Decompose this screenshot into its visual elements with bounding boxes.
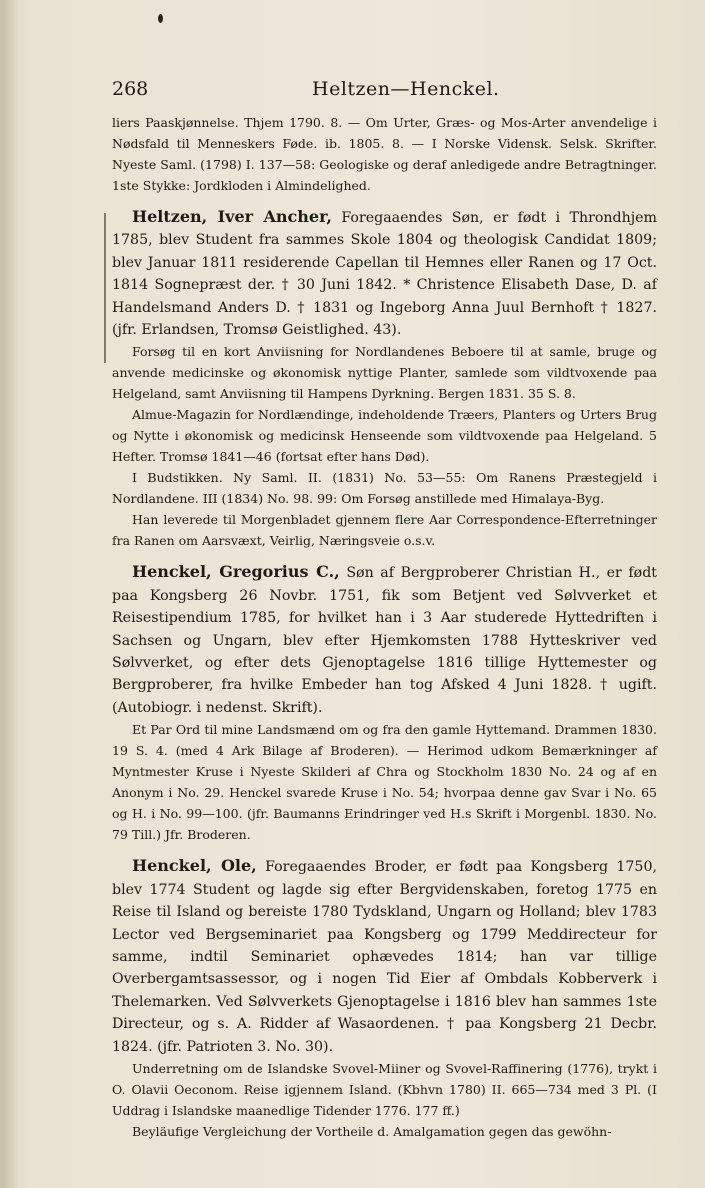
work-item: Han leverede til Morgenbladet gjennem flere Aar Correspondence-Efterretninger fra Ranen om Aarsvæxt, Veirlig, Næringsveie o.s.v. (112, 512, 657, 549)
entry-bio-text: Foregaaendes Søn, er født i Throndhjem 1785, blev Student fra sammes Skole 1804 og theologisk Candidat 1809; blev Januar 1811 residerende Capellan til Hemnes eller Ranen og 17 Oct. 1814 Sognepræst der. † 30 Juni 1842. * Christence Elisabeth Dase, D. af Handelsmand Anders D. † 1831 og Ingeborg Anna Juul Bernhoft † 1827. (jfr. Erlandsen, Tromsø Geistlighed. 43). (112, 210, 658, 339)
work-item: Forsøg til en kort Anviisning for Nordlandenes Beboere til at samle, bruge og anvende medicinske og økonomisk nyttige Planter, samlede som vildtvoxende paa Helgeland, samt Anviisning til Hampens Dyrkning. Bergen 1831. 35 S. 8. (112, 344, 657, 402)
continuation-text: liers Paaskjønnelse. Thjem 1790. 8. — Om Urter, Græs- og Mos-Arter anvendelige i Nødsfald til Menneskers Føde. ib. 1805. 8. — I Norske Vidensk. Selsk. Skrifter. Nyeste Saml. (1798) I. 137—58: Geologiske og deraf anledigede andre Betragtninger. 1ste Stykke: Jordkloden i Almindelighed. (112, 115, 657, 193)
work-item: Beyläufige Vergleichung der Vortheile d. Amalgamation gegen das gewöhn- (132, 1123, 612, 1139)
entry-headword: Heltzen, Iver Ancher, (132, 207, 332, 226)
work-item: Almue-Magazin for Nordlændinge, indeholdende Træers, Planters og Urters Brug og Nytte i økonomisk og medicinsk Henseende som vildtvoxende paa Helgeland. 5 Hefter. Tromsø 1841—46 (fortsat efter hans Død). (112, 407, 657, 465)
entry-heltzen-bio (112, 206, 657, 341)
entry-henckel-gregorius-bio (112, 561, 657, 719)
ink-dot (158, 14, 163, 23)
entry-bio-text: Foregaaendes Broder, er født paa Kongsberg 1750, blev 1774 Student og lagde sig efter Bergvidenskaben, foretog 1775 en Reise til Island og bereiste 1780 Tydskland, Ungarn og Holland; blev 1783 Lector ved Bergseminariet paa Kongsberg og 1799 Meddirecteur for samme, indtil Seminariet ophævedes 1814; han var tillige Overbergamtsassessor, og i nogen Tid Eier af Ombdals Kobberverk i Thelemarken. Ved Sølvverkets Gjenoptagelse i 1816 blev han sammes 1ste Directeur, og s. A. Ridder af Wasaordenen. † paa Kongsberg 21 Decbr. 1824. (jfr. Patrioten 3. No. 30). (112, 859, 657, 1055)
entry-henckel-ole-bio (112, 855, 657, 1058)
page-header (112, 74, 657, 108)
work-item: I Budstikken. Ny Saml. II. (1831) No. 53—55: Om Ranens Præstegjeld i Nordlandene. III (1834) No. 98. 99: Om Forsøg anstillede med Himalaya-Byg. (112, 470, 657, 507)
page-number: 268 (112, 78, 149, 100)
entry-headword: Henckel, Ole, (132, 856, 257, 876)
running-title: Heltzen—Henckel. (312, 78, 500, 100)
work-item: Underretning om de Islandske Svovel-Miiner og Svovel-Raffinering (1776), trykt i O. Olavii Oeconom. Reise igjennem Island. (Kbhvn 1780) II. 665—734 med 3 Pl. (I Uddrag i Islandske maanedlige Tidender 1776. 177 ff.) (112, 1060, 657, 1118)
entry-headword: Henckel, Gregorius C., (132, 562, 340, 582)
margin-mark (104, 213, 106, 363)
entry-bio-text: Søn af Bergproberer Christian H., er født paa Kongsberg 26 Novbr. 1751, fik som Betjent ved Sølvverket et Reisestipendium 1785, for hvilket han i 3 Aar studerede Hyttedriften i Sachsen og Ungarn, blev efter Hjemkomsten 1788 Hytteskriver ved Sølvverket, og efter dets Gjenoptagelse 1816 tillige Hyttemester og Bergproberer, fra hvilke Embeder han tog Afsked 4 Juni 1828. † ugift. (Autobiogr. i nedenst. Skrift). (112, 565, 657, 716)
work-item: Et Par Ord til mine Landsmænd om og fra den gamle Hyttemand. Drammen 1830. 19 S. 4. (med 4 Ark Bilage af Broderen). — Herimod udkom Bemærkninger af Myntmester Kruse i Nyeste Skilderi af Chra og Stockholm 1830 No. 24 og af en Anonym i No. 29. Henckel svarede Kruse i No. 54; hvorpaa denne gav Svar i No. 65 og H. i No. 99—100. (jfr. Baumanns Erindringer ved H.s Skrift i Morgenbl. 1830. No. 79 Till.) Jfr. Broderen. (112, 722, 657, 843)
